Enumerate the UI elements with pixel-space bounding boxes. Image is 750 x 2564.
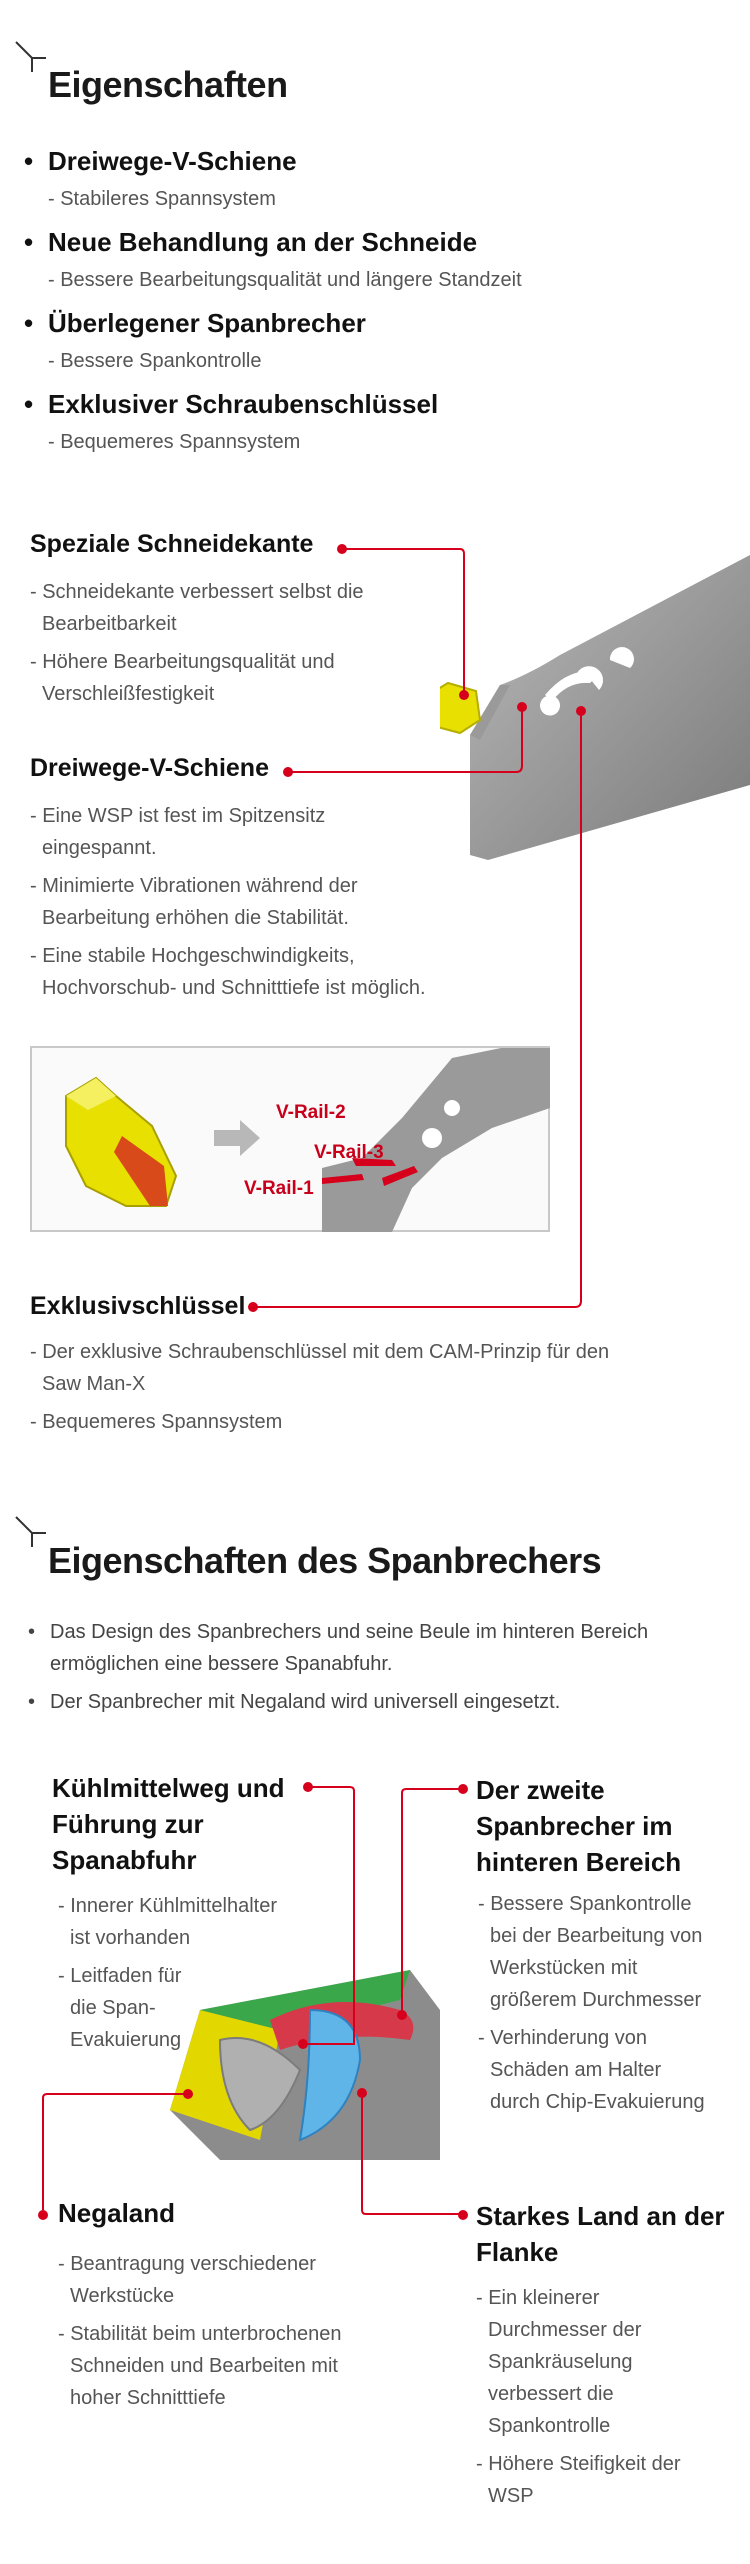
callout-text: - Eine WSP ist fest im Spitzensitz eingespannt. - Minimierte Vibrationen während der Bearbeitung erhöhen die Stabilität. - Eine stabile Hochgeschwindigkeits, Hochvorschub- und Schnitttiefe ist möglich. [30,805,426,999]
callout-text: - Ein kleinerer Durchmesser der Spankräuselung verbessert die Spankontrolle - Höhere Steifigkeit der WSP [476,2287,681,2507]
callout-dot [357,2088,367,2098]
feature-sub: - Bequemeres Spannsystem [48,431,301,453]
vrail-label: V-Rail-2 [276,1102,346,1123]
feature-title: • Überlegener Spanbrecher [26,308,366,339]
callout-line [398,1786,460,2026]
callout-dot [183,2089,193,2099]
insert-illustration [56,1066,186,1216]
callout-text: - Der exklusive Schraubenschlüssel mit dem CAM-Prinzip für den Saw Man-X - Bequemeres Spannsystem [30,1341,610,1433]
feature-title: • Exklusiver Schraubenschlüssel [26,389,438,420]
feature-sub: - Bessere Spankontrolle [48,350,262,372]
callout-title-cutting-edge: Speziale Schneidekante [30,530,314,558]
callout-title-vrail: Dreiwege-V-Schiene [30,754,269,782]
section-title-properties: Eigenschaften [48,64,288,105]
callout-title-flank: Starkes Land an der Flanke [476,2201,725,2267]
callout-title-coolant: Kühlmittelweg und Führung zur Spanabfuhr [52,1773,285,1875]
callout-text: - Innerer Kühlmittelhalter ist vorhanden - Leitfaden für die Span- Evakuierung [58,1895,277,2051]
callout-title-key: Exklusivschlüssel [30,1292,246,1320]
callout-text: - Schneidekante verbessert selbst die Bearbeitbarkeit - Höhere Bearbeitungsqualität und Verschleißfestigkeit [30,581,364,705]
callout-dot [517,702,527,712]
vrail-label: V-Rail-1 [244,1178,314,1199]
callout-dot [397,2010,407,2020]
chipbreaker-bullets: • Das Design des Spanbrechers und seine Beule im hinteren Bereich ermöglichen eine bessere Spanabfuhr. • Der Spanbrecher mit Negaland wird universell eingesetzt. [28,1621,649,1713]
vrail-label: V-Rail-3 [314,1142,384,1163]
callout-title-negaland: Negaland [58,2198,176,2228]
feature-sub: - Bessere Bearbeitungsqualität und längere Standzeit [48,269,522,291]
feature-sub: - Stabileres Spannsystem [48,188,276,210]
corner-mark-icon [14,1515,48,1549]
callout-line [40,2090,200,2215]
corner-mark-icon [14,40,48,74]
callout-dot [576,706,586,716]
callout-line [253,712,593,1312]
callout-title-second-breaker: Der zweite Spanbrecher im hinteren Bereich [476,1775,682,1877]
callout-line [358,2092,460,2218]
feature-title: • Neue Behandlung an der Schneide [26,227,477,258]
callout-text: - Beantragung verschiedener Werkstücke - Stabilität beim unterbrochenen Schneiden und Bearbeiten mit hoher Schnitttiefe [58,2253,342,2409]
feature-title: • Dreiwege-V-Schiene [26,146,297,177]
callout-text: - Bessere Spankontrolle bei der Bearbeitung von Werkstücken mit größerem Durchmesser - Verhinderung von Schäden am Halter durch Chip-Evakuierung [478,1893,705,2113]
section-title-chipbreaker: Eigenschaften des Spanbrechers [48,1540,602,1581]
callout-dot [459,690,469,700]
